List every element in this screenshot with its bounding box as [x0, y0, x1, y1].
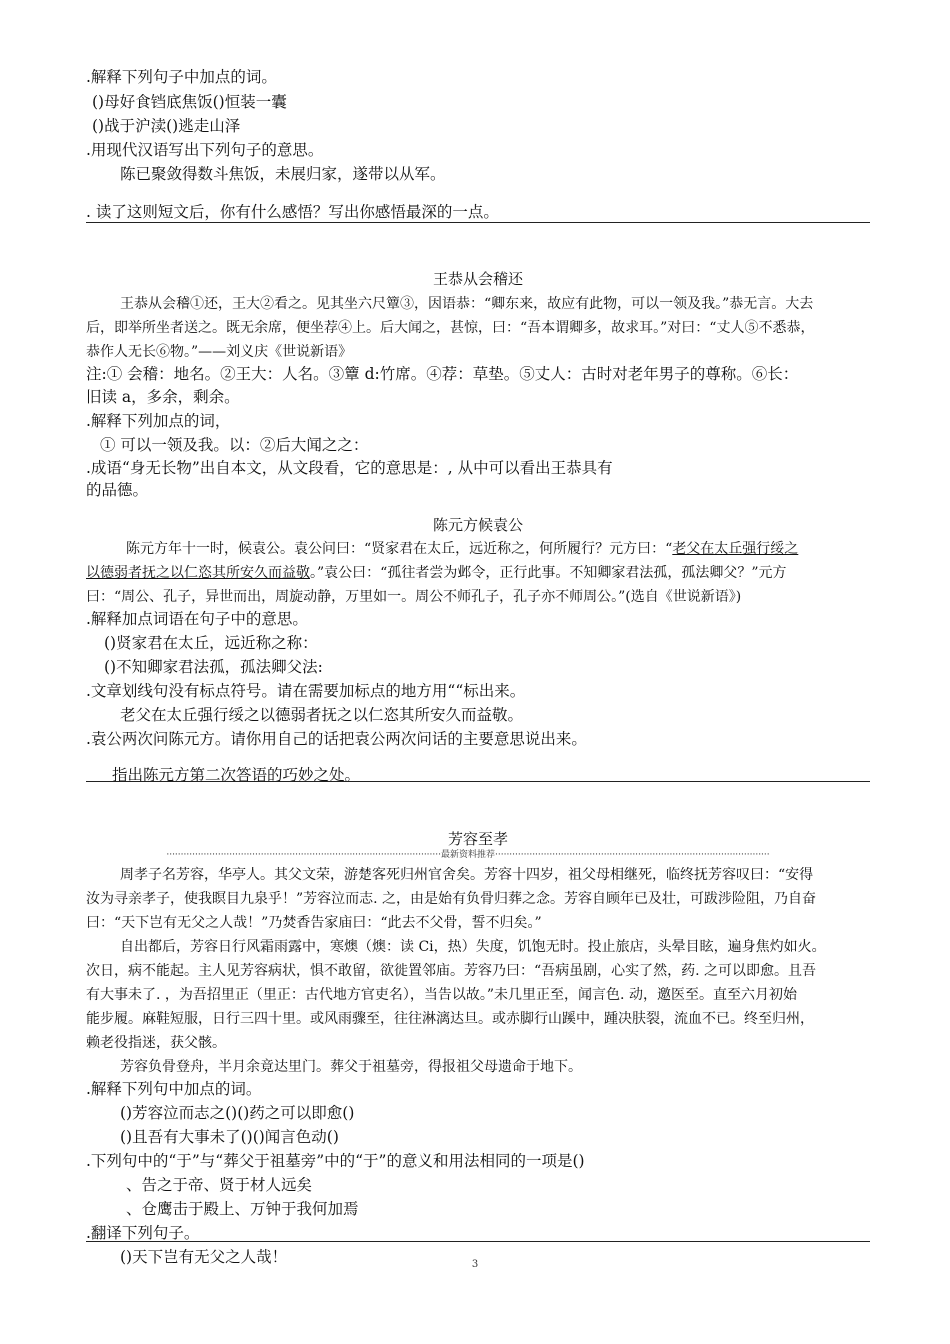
- annotation-line: 注:① 会稽：地名。②王大：人名。③簟 d:竹席。④荐：草垫。⑤丈人：古时对老年男子的尊称。⑥长：: [86, 365, 799, 383]
- question-3: .翻译下列句子。: [86, 1224, 200, 1242]
- passage-line: 以德弱者抚之以仁恣其所安久而益敬。”袁公曰：“孤往者尝为邺令，正行此事。不知卿家君法孤，孤法卿父？”元方: [86, 565, 787, 581]
- question-1: .解释下列加点的词，: [86, 412, 231, 430]
- question-2: .文章划线句没有标点符号。请在需要加标点的地方用““标出来。: [86, 682, 526, 700]
- question-1-items-a: ()芳容泣而志之()()药之可以即愈(): [120, 1104, 355, 1122]
- question-2: .成语“身无长物”出自本文，从文段看，它的意思是：, 从中可以看出王恭具有: [86, 459, 613, 477]
- passage-line: 曰：“天下岂有无父之人哉！”乃焚香告家庙曰：“此去不父骨，誓不归矣。”: [86, 915, 542, 931]
- dotted-divider: ································································································最新资料推荐································································································: [166, 850, 770, 860]
- question-1-items: ① 可以一领及我。以：②后大闻之之：: [100, 436, 369, 454]
- question-2: .下列句中的“于”与“葬父于祖墓旁”中的“于”的意义和用法相同的一项是(): [86, 1152, 585, 1170]
- question-4: 指出陈元方第二次答语的巧妙之处。: [112, 766, 361, 784]
- passage-line: 有大事未了. ，为吾招里正（里正：古代地方官吏名），当告以故。”未几里正至，闻言色. 动，邀医至。直至六月初始: [86, 987, 797, 1003]
- answer-line: [86, 222, 870, 223]
- question-1-items-b: ()且吾有大事未了()()闻言色动(): [120, 1128, 339, 1146]
- question-2-sentence: 陈已聚敛得数斗焦饭，未展归家，遂带以从军。: [120, 165, 446, 183]
- question-1: .解释下列句子中加点的词。: [86, 68, 277, 86]
- question-2-option-a: 、告之于帝、贤于材人远矣: [126, 1176, 313, 1194]
- divider-label: 最新资料推荐: [440, 850, 495, 860]
- question-3-item-a: ()天下岂有无父之人哉！: [120, 1248, 288, 1266]
- passage-line: 芳容负骨登舟，半月余竟达里门。葬父于祖墓旁，得报祖父母遗命于地下。: [120, 1059, 582, 1075]
- question-1-items-a: ()母好食铛底焦饭()恒装一囊: [92, 93, 287, 111]
- question-2: .用现代汉语写出下列句子的意思。: [86, 141, 324, 159]
- question-3: . 读了这则短文后，你有什么感悟？写出你感悟最深的一点。: [86, 203, 499, 221]
- question-2-end: 的品德。: [86, 481, 149, 499]
- passage-line: 后，即举所坐者送之。既无余席，便坐荐④上。后大闻之，甚惊，曰：“吾本谓卿多，故求耳。”对曰：“丈人⑤不悉恭，: [86, 320, 815, 336]
- question-1-item-a: ()贤家君在太丘，远近称之称：: [104, 634, 318, 652]
- question-2-option-b: 、仓鹰击于殿上、万钟于我何加焉: [126, 1200, 359, 1218]
- passage-line: 王恭从会稽①还，王大②看之。见其坐六尺簟③，因语恭：“卿东来，故应有此物，可以一领及我。”恭无言。大去: [120, 296, 814, 312]
- passage-line: 次日，病不能起。主人见芳容病状，惧不敢留，欲徙置邻庙。芳容乃曰：“吾病虽剧，心实了然，药. 之可以即愈。且吾: [86, 963, 817, 979]
- question-2-sentence: 老父在太丘强行绥之以德弱者抚之以仁恣其所安久而益敬。: [120, 706, 524, 724]
- passage-line: 曰：“周公、孔子，异世而出，周旋动静，万里如一。周公不师孔子，孔子亦不师周公。”(选自《世说新语》): [86, 589, 742, 605]
- passage-line: 赖老役指迷，获父骸。: [86, 1035, 226, 1051]
- passage-line: 陈元方年十一时，候袁公。袁公问曰：“贤家君在太丘，远近称之，何所履行？元方曰：“老父在太丘强行绥之: [126, 541, 799, 557]
- question-1: .解释下列句中加点的词。: [86, 1080, 262, 1098]
- passage-line: 能步履。麻鞋短服，日行三四十里。或风雨骤至，往往淋漓达旦。或赤脚行山蹊中，踵决肤裂，流血不已。终至归州，: [86, 1011, 814, 1027]
- passage-line: 自出都后，芳容日行风霜雨露中，寒燠（燠：读 Ci，热）失度，饥饱无时。投止旅店，头晕目眩，遍身焦灼如火。: [120, 939, 826, 955]
- passage-line: 周孝子名芳容，华亭人。其父文荣，游楚客死归州官舍矣。芳容十四岁，祖父母相继死，临终抚芳容叹曰：“安得: [120, 867, 814, 883]
- passage-title: 王恭从会稽还: [432, 270, 523, 288]
- question-1-items-b: ()战于沪渎()逃走山泽: [92, 117, 241, 135]
- page-bottom-rule: [86, 1241, 870, 1242]
- answer-line: [86, 781, 870, 782]
- passage-line: 恭作人无长⑥物。”——刘义庆《世说新语》: [86, 344, 353, 360]
- passage-line: 汝为寻亲孝子，使我瞑目九泉乎！”芳容泣而志. 之，由是始有负骨归葬之念。芳容自顾年已及壮，可跋涉险阻，乃自奋: [86, 891, 817, 907]
- underlined-sentence: 以德弱者抚之以仁恣其所安久而益敬: [86, 565, 310, 581]
- underlined-sentence: 老父在太丘强行绥之: [672, 541, 799, 557]
- page-number: 3: [471, 1259, 479, 1270]
- question-1: .解释加点词语在句子中的意思。: [86, 610, 308, 628]
- annotation-line: 旧读 a，多余，剩余。: [86, 388, 240, 406]
- passage-title: 陈元方候袁公: [432, 516, 523, 534]
- passage-title: 芳容至孝: [447, 830, 508, 848]
- question-3: .袁公两次问陈元方。请你用自己的话把袁公两次问话的主要意思说出来。: [86, 730, 587, 748]
- question-1-item-b: ()不知卿家君法孤，孤法卿父法:: [104, 658, 323, 676]
